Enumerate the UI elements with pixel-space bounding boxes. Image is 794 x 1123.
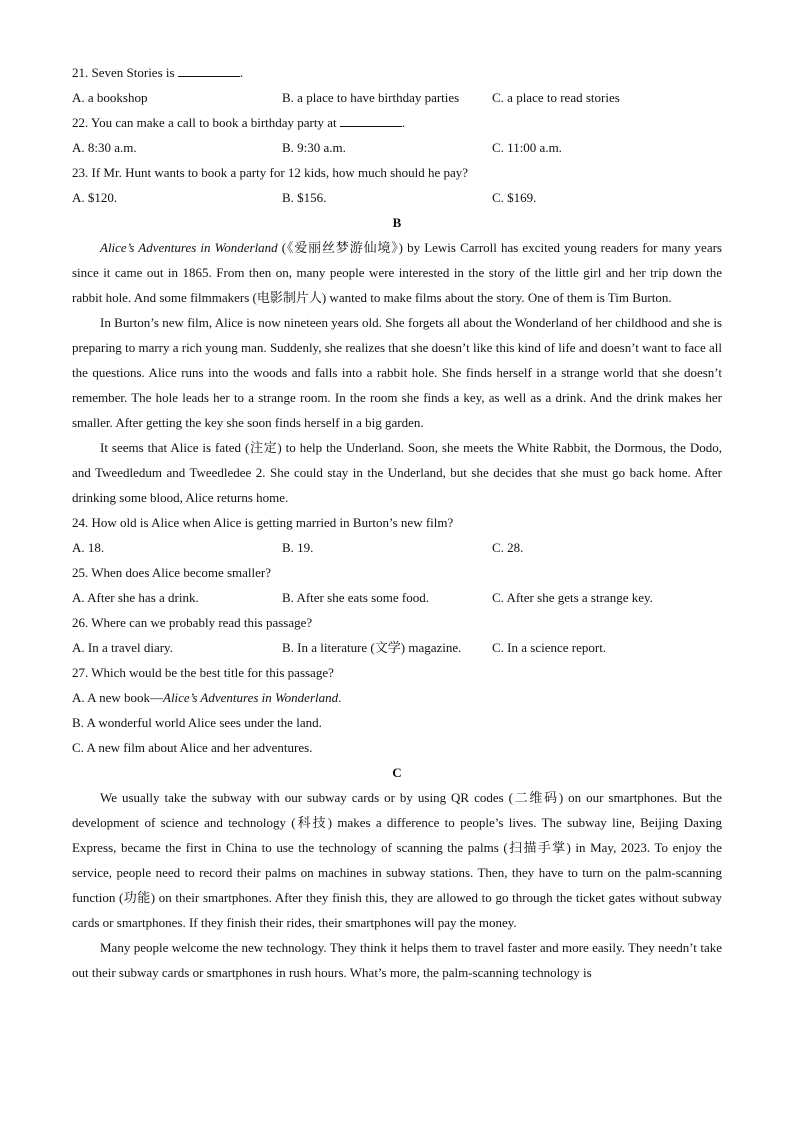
- options-24: [72, 535, 722, 560]
- options-21: [72, 85, 722, 110]
- passage-b-paragraph-2: In Burton’s new film, Alice is now nineteen years old. She forgets all about the Wonderland of her childhood and she is preparing to marry a rich young man. Suddenly, she realizes that she doesn’t like this kind of life and doesn’t want to face all the questions. Alice runs into the woods and falls into a rabbit hole. She finds herself in a strange world that she doesn’t remember. The hole leads her to a strange room. In the room she finds a key, as well as a drink. And the drink makes her smaller. After getting the key she soon finds herself in a big garden.: [72, 315, 722, 430]
- option-a: A. $120.: [72, 190, 118, 205]
- answer-blank: [178, 62, 240, 77]
- option-c: C. 11:00 a.m.: [492, 140, 562, 155]
- option-c: C. A new film about Alice and her adventures.: [72, 740, 313, 755]
- option-b: B. A wonderful world Alice sees under the land.: [72, 715, 322, 730]
- question-23: 23. If Mr. Hunt wants to book a party for 12 kids, how much should he pay?: [72, 165, 469, 180]
- options-25: [72, 585, 722, 610]
- option-b: B. 9:30 a.m.: [282, 140, 346, 155]
- answer-blank: [340, 112, 402, 127]
- option-a: A. a bookshop: [72, 90, 148, 105]
- option-b: B. 19.: [282, 540, 314, 555]
- question-24: 24. How old is Alice when Alice is getting married in Burton’s new film?: [72, 515, 454, 530]
- exam-page: [72, 60, 722, 985]
- book-title: Alice’s Adventures in Wonderland: [100, 240, 278, 255]
- option-b: B. In a literature (文学) magazine.: [282, 640, 462, 655]
- option-c: C. In a science report.: [492, 640, 607, 655]
- question-27: 27. Which would be the best title for this passage?: [72, 665, 334, 680]
- option-a: A. 18.: [72, 540, 105, 555]
- options-23: [72, 185, 722, 210]
- section-heading-b: B: [392, 215, 402, 230]
- option-c: C. After she gets a strange key.: [492, 590, 653, 605]
- option-b: B. After she eats some food.: [282, 590, 429, 605]
- question-21: 21. Seven Stories is .: [72, 60, 722, 85]
- options-22: [72, 135, 722, 160]
- passage-c-paragraph-1: We usually take the subway with our subway cards or by using QR codes (二维码) on our smartphones. But the development of science and technology (科技) makes a difference to people’s lives. The subway line, Beijing Daxing Express, became the first in China to use the technology of scanning the palms (扫描手掌) in May, 2023. To enjoy the service, people need to record their palms on machines in subway stations. Then, they have to turn on the palm-scanning function (功能) on their smartphones. After they finish this, they are allowed to go through the ticket gates without subway cards or smartphones. If they finish their rides, their smartphones will pay the money.: [72, 790, 722, 930]
- option-a: A. A new book—Alice’s Adventures in Wonderland.: [72, 690, 342, 705]
- options-26: [72, 635, 722, 660]
- passage-b-paragraph-1: Alice’s Adventures in Wonderland (《爱丽丝梦游仙境》) by Lewis Carroll has excited young readers for many years since it came out in 1865. From then on, many people were interested in the story of the little girl and her trip down the rabbit hole. And some filmmakers (电影制片人) wanted to make films about the story. One of them is Tim Burton.: [72, 240, 722, 305]
- option-a: A. 8:30 a.m.: [72, 140, 137, 155]
- section-heading-c: C: [392, 765, 402, 780]
- option-a: A. After she has a drink.: [72, 590, 199, 605]
- option-a: A. In a travel diary.: [72, 640, 173, 655]
- question-26: 26. Where can we probably read this passage?: [72, 615, 313, 630]
- passage-b-paragraph-3: It seems that Alice is fated (注定) to help the Underland. Soon, she meets the White Rabbit, the Dormous, the Dodo, and Tweedledum and Tweedledee 2. She could stay in the Underland, but she decides that she must go back home. After drinking some blood, Alice returns home.: [72, 440, 722, 505]
- question-22: 22. You can make a call to book a birthday party at .: [72, 110, 722, 135]
- passage-c-paragraph-2: Many people welcome the new technology. They think it helps them to travel faster and more easily. They needn’t take out their subway cards or smartphones in rush hours. What’s more, the palm-scanning technology is: [72, 940, 722, 980]
- option-c: C. $169.: [492, 190, 537, 205]
- option-b: B. a place to have birthday parties: [282, 90, 460, 105]
- option-b: B. $156.: [282, 190, 327, 205]
- question-25: 25. When does Alice become smaller?: [72, 565, 272, 580]
- option-c: C. a place to read stories: [492, 90, 620, 105]
- option-c: C. 28.: [492, 540, 524, 555]
